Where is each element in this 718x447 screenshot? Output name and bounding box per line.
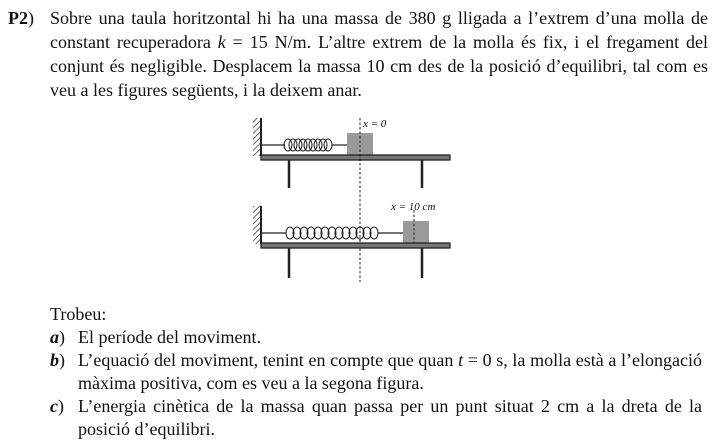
wall-hatch-bottom [253,206,261,244]
figure-displaced [253,201,450,278]
problem-block [8,6,708,102]
wall-hatch-top [253,118,261,156]
questions-intro: Trobeu: [50,304,107,324]
figure-equilibrium [253,118,450,188]
table-top [261,155,450,160]
question-label: c) [50,396,64,416]
question-a [50,326,702,349]
spring-top [284,139,332,151]
question-text: L’equació del moviment, tenint en compte que quan t = 0 s, la molla està a l’elongació màxima positiva, com es veu a la segona figura. [78,350,703,393]
problem-statement: Sobre una taula horitzontal hi ha una massa de 380 g lligada a l’extrem d’una molla de constant recuperadora k = 15 N/m. L’altre extrem de la molla és fix, i el fregament del conjunt és negligible. Desplacem la massa 10 cm des de la posició d’equilibri, tal com es veu a les figures següents, i la deixem anar. [50,8,708,100]
spring-bottom [286,227,378,239]
problem-number: P2) [8,8,34,28]
question-label: b) [50,350,65,370]
table-bottom [261,243,450,248]
spring-mass-figure [240,112,460,290]
question-text: L’energia cinètica de la massa quan passa per un punt situat 2 cm a la dreta de la posició d’equilibri. [78,396,702,439]
question-c [50,395,702,441]
question-b [50,349,702,395]
question-text: El període del moviment. [78,327,261,347]
label-x-zero: x = 0 [363,118,387,130]
question-label: a) [50,327,65,347]
mass-block-bottom [403,221,429,243]
questions-block [50,303,702,441]
label-x-ten-cm: x = 10 cm [391,201,436,213]
